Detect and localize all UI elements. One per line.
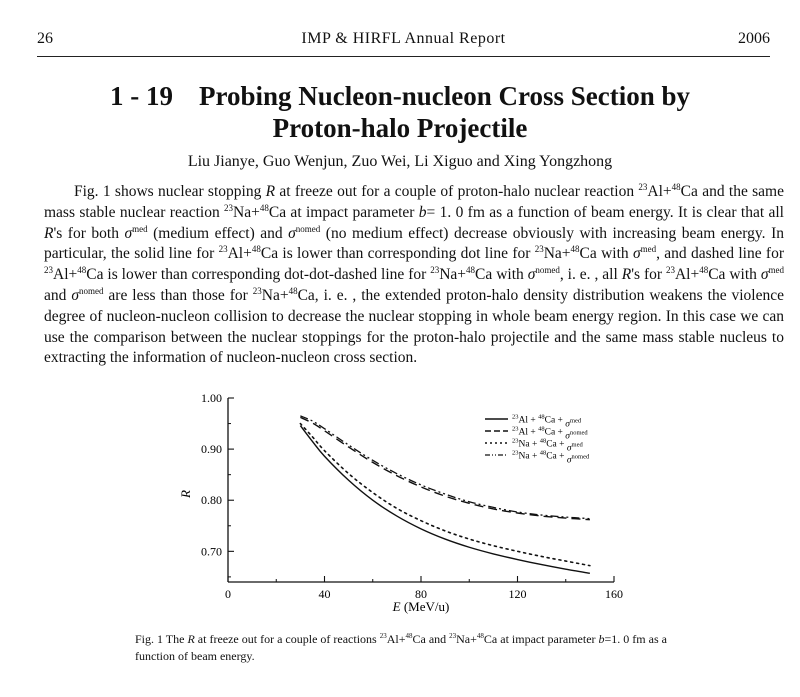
page-number: 26 bbox=[37, 30, 53, 47]
legend-label: $^{23}Na + ^{48}Ca + \sigma^{med}$ bbox=[512, 437, 583, 454]
title-line-2: Proton-halo Projectile bbox=[272, 113, 528, 143]
legend-label: $^{23}Al + ^{48}Ca + \sigma^{med}$ bbox=[512, 413, 582, 430]
report-year: 2006 bbox=[738, 30, 770, 47]
y-axis-label: R bbox=[178, 490, 193, 498]
x-axis-label: E (MeV/u) bbox=[392, 599, 450, 614]
legend-label: $^{23}Na + ^{48}Ca + \sigma^{nomed}$ bbox=[512, 449, 590, 466]
chart-legend bbox=[485, 414, 590, 466]
article-number: 1 - 19 bbox=[109, 81, 173, 111]
y-tick-label: 0.90 bbox=[201, 442, 222, 457]
y-tick-label: 0.70 bbox=[201, 544, 222, 559]
x-tick-label: 80 bbox=[415, 587, 427, 601]
title-line-1: Probing Nucleon-nucleon Cross Section by bbox=[198, 81, 691, 111]
x-tick-label: 40 bbox=[318, 587, 331, 601]
figure-caption: Fig. 1 The R at freeze out for a couple of reactions $^{23}$Al+$^{48}$Ca and $^{23}$Na+$^{48}$Ca at impact parameter b=1. 0 fm as a function of beam energy. bbox=[135, 632, 667, 663]
y-tick-label: 1.00 bbox=[201, 391, 222, 405]
x-tick-label: 120 bbox=[508, 587, 527, 601]
x-tick-label: 0 bbox=[225, 587, 231, 601]
legend-label: $^{23}Al + ^{48}Ca + \sigma^{nomed}$ bbox=[512, 425, 588, 442]
journal-title: IMP & HIRFL Annual Report bbox=[301, 30, 506, 47]
body-paragraph: Fig. 1 shows nuclear stopping R at freeze out for a couple of proton-halo nuclear reaction $^{23}$Al+$^{48}$Ca and the same mass stable nuclear reaction $^{23}$Na+$^{48}$Ca at impact parameter b= 1. 0 fm as a function of beam energy. It is clear that all R's for both $\sigma^{med}$ (medium effect) and $\sigma^{nomed}$ (no medium effect) decrease obviously with increasing beam energy. In particular, the solid line for $^{23}$Al+$^{48}$Ca is lower than corresponding dot line for $^{23}$Na+$^{48}$Ca with $\sigma^{med}$, and dashed line for $^{23}$Al+$^{48}$Ca is lower than corresponding dot-dot-dashed line for $^{23}$Na+$^{48}$Ca with $\sigma^{nomed}$, i. e. , all R's for $^{23}$Al+$^{48}$Ca with $\sigma^{med}$ and $\sigma^{nomed}$ are less than those for $^{23}$Na+$^{48}$Ca, i. e. , the extended proton-halo density distribution weakens the violence degree of nucleon-nucleon collision to decrease the nuclear stopping in whole beam energy region. In this case we can use the comparison between the nuclear stoppings for the proton-halo projectile and the same mass stable nucleus to extracting the information of nucleon-nucleon cross section. bbox=[44, 181, 785, 367]
x-tick-label: 160 bbox=[605, 587, 623, 601]
author-list: Liu Jianye, Guo Wenjun, Zuo Wei, Li Xiguo and Xing Yongzhong bbox=[187, 153, 613, 170]
y-tick-label: 0.80 bbox=[201, 493, 222, 508]
